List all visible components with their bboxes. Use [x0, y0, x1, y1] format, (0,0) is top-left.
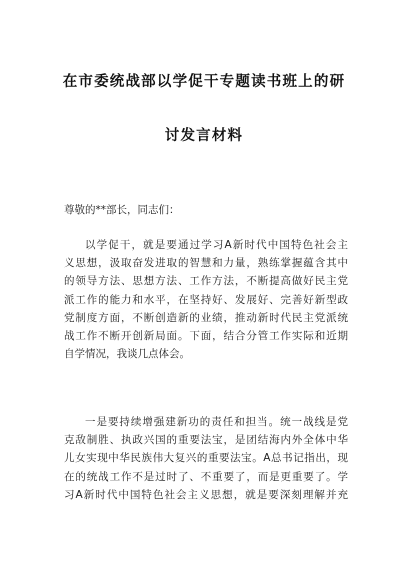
- document-title-line-1: 在市委统战部以学促干专题读书班上的研: [62, 73, 346, 90]
- paragraph-line: 义思想，汲取奋发进取的智慧和力量，熟练掌握蕴含其中: [64, 257, 348, 270]
- paragraph-line: 战工作不断开创新局面。下面，结合分管工作实际和近期: [64, 329, 348, 342]
- paragraph-line: 以学促干，就是要通过学习A新时代中国特色社会主: [85, 239, 348, 251]
- paragraph-1: [64, 236, 348, 363]
- paragraph-line: 党制度方面，不断创造新的业绩，推动新时代民主党派统: [64, 311, 348, 324]
- paragraph-line: 儿女实现中华民族伟大复兴的重要法宝。A总书记指出，现: [64, 452, 348, 465]
- paragraph-line: 一是要持续增强建新功的责任和担当。统一战线是党: [85, 416, 348, 428]
- paragraph-line: 自学情况，我谈几点体会。: [64, 348, 190, 361]
- paragraph-line: 克敌制胜、执政兴国的重要法宝，是团结海内外全体中华: [64, 434, 348, 447]
- paragraph-line: 习A新时代中国特色社会主义思想，就是要深刻理解并充: [64, 488, 348, 501]
- paragraph-2: [64, 413, 348, 504]
- paragraph-line: 派工作的能力和水平，在坚持好、发展好、完善好新型政: [64, 293, 348, 306]
- paragraph-line: 在的统战工作不是过时了、不重要了，而是更重要了。学: [64, 470, 348, 483]
- document-title-line-2: 讨发言材料: [164, 127, 244, 144]
- salutation: 尊敬的**部长，同志们：: [64, 204, 180, 216]
- paragraph-line: 的领导方法、思想方法、工作方法，不断提高做好民主党: [64, 275, 348, 288]
